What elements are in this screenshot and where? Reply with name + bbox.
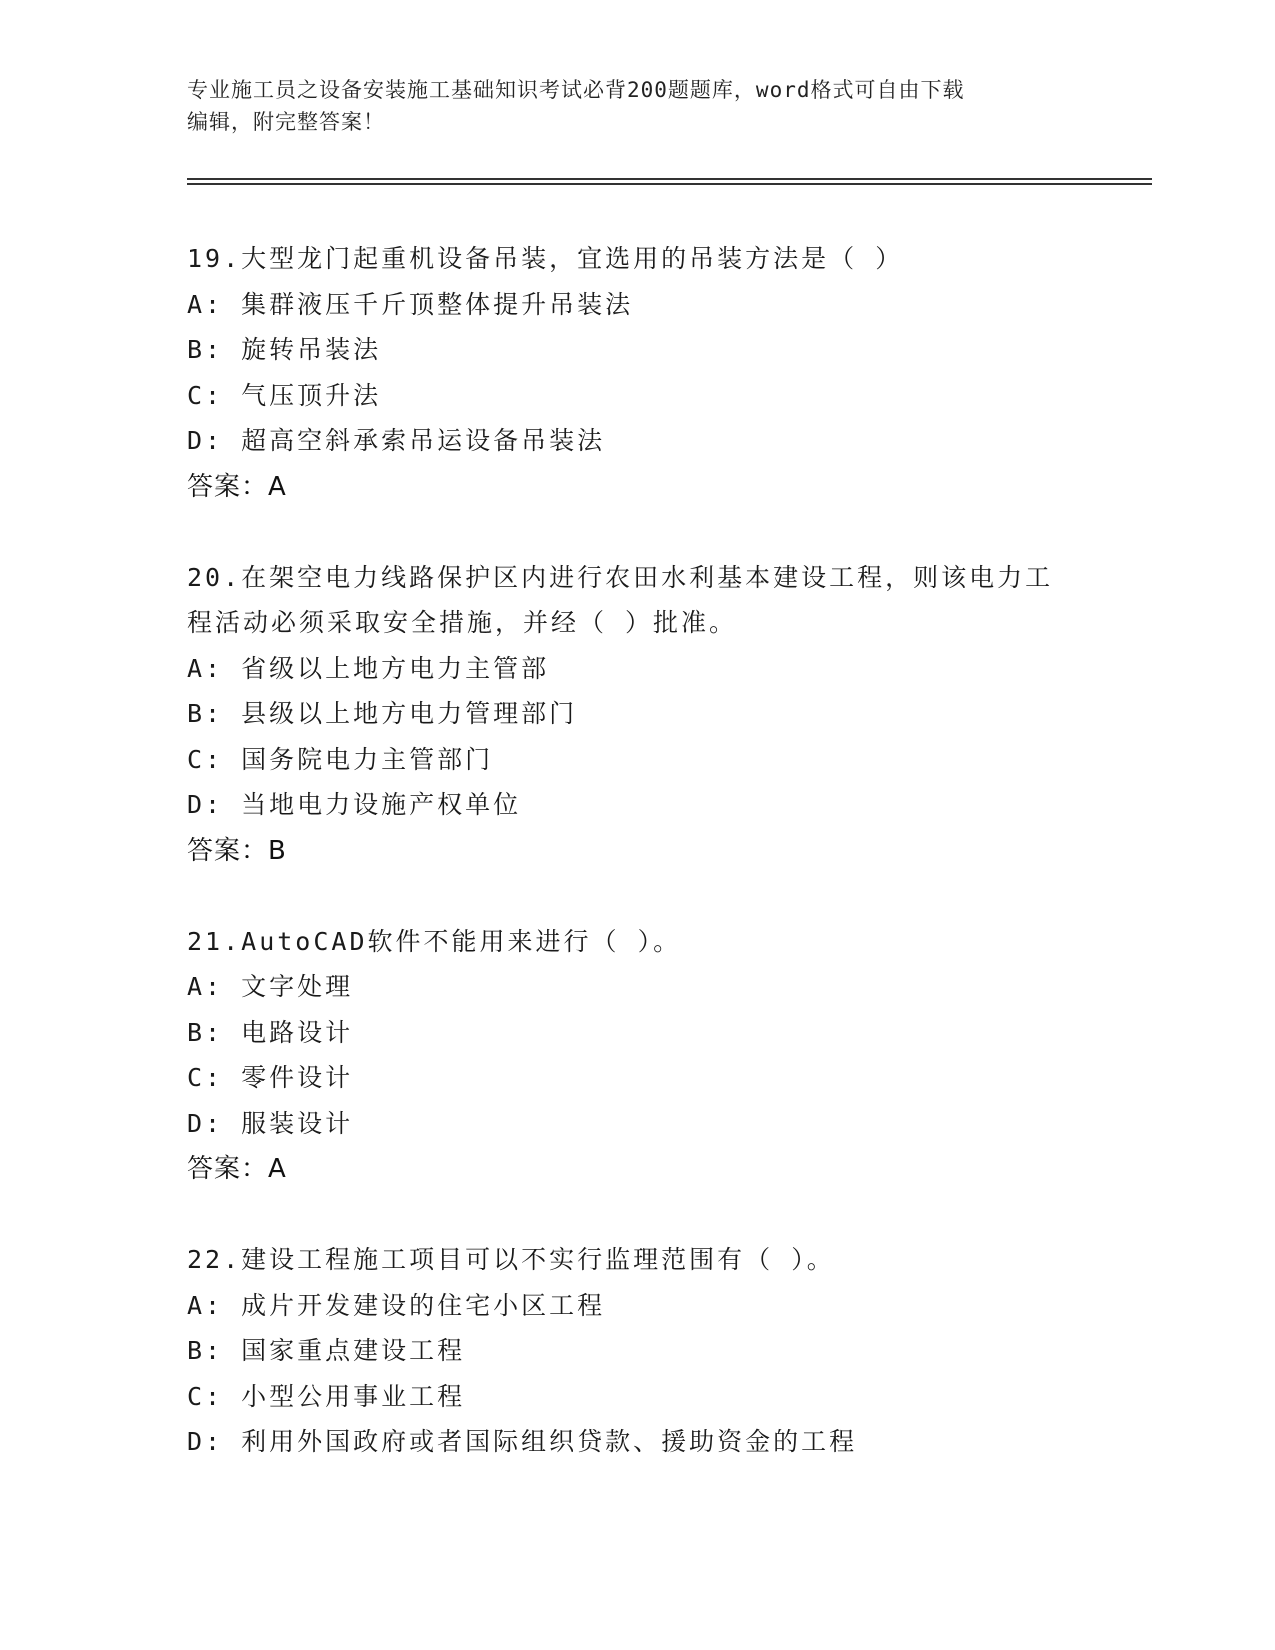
option-c: C: 零件设计	[187, 1063, 354, 1092]
answer-label: 答案：A	[187, 471, 287, 502]
answer-label: 答案：A	[187, 1154, 287, 1184]
header-title-line-1: 专业施工员之设备安装施工基础知识考试必背200题题库，word格式可自由下载	[187, 78, 965, 102]
option-d: D: 当地电力设施产权单位	[187, 790, 522, 819]
option-d: D: 超高空斜承索吊运设备吊装法	[187, 426, 606, 455]
header-divider-top	[187, 178, 1152, 180]
option-c: C: 国务院电力主管部门	[187, 744, 494, 774]
header-title-line-2: 编辑，附完整答案！	[187, 110, 385, 134]
option-c: C: 气压顶升法	[187, 380, 382, 410]
option-b: B: 旋转吊装法	[187, 335, 382, 364]
option-d: D: 服装设计	[187, 1108, 354, 1138]
option-b: B: 县级以上地方电力管理部门	[187, 699, 578, 728]
question-21	[187, 919, 1087, 1193]
option-a: A: 成片开发建设的住宅小区工程	[187, 1290, 606, 1320]
option-b: B: 电路设计	[187, 1017, 354, 1047]
header-divider-bottom	[187, 183, 1152, 185]
question-list	[187, 236, 1087, 1510]
question-19	[187, 236, 1087, 510]
option-c: C: 小型公用事业工程	[187, 1381, 466, 1411]
answer-label: 答案：B	[187, 835, 287, 866]
question-stem: 19.大型龙门起重机设备吊装，宜选用的吊装方法是（ ）	[187, 244, 904, 273]
question-20	[187, 555, 1087, 874]
option-d: D: 利用外国政府或者国际组织贷款、援助资金的工程	[187, 1427, 858, 1456]
question-stem: 21.AutoCAD软件不能用来进行（ ）。	[187, 926, 682, 956]
question-stem: 22.建设工程施工项目可以不实行监理范围有（ ）。	[187, 1245, 835, 1274]
document-header	[187, 74, 1067, 138]
question-stem: 20.在架空电力线路保护区内进行农田水利基本建设工程，则该电力工	[187, 562, 1054, 592]
option-a: A: 省级以上地方电力主管部	[187, 653, 550, 683]
option-a: A: 集群液压千斤顶整体提升吊装法	[187, 289, 634, 319]
option-b: B: 国家重点建设工程	[187, 1336, 466, 1365]
question-22	[187, 1237, 1087, 1465]
question-stem-continued: 程活动必须采取安全措施，并经（ ）批准。	[187, 608, 738, 637]
option-a: A: 文字处理	[187, 972, 354, 1001]
